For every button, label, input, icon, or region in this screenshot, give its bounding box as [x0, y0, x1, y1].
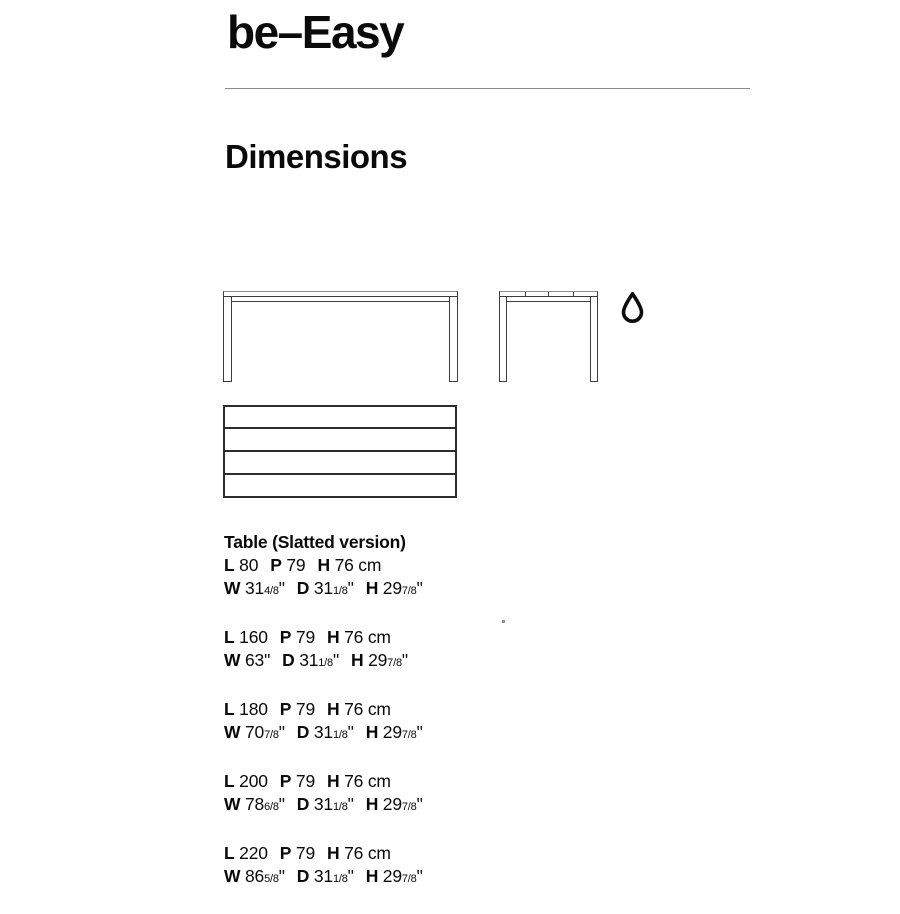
dimension-group: D 311/8"	[296, 866, 354, 886]
dimension-label: H	[326, 771, 340, 791]
dimension-group: D 311/8"	[296, 722, 354, 742]
spec-blocks	[224, 554, 423, 891]
fraction-value: 7/8	[401, 729, 417, 741]
imperial-dimensions-line	[224, 649, 423, 675]
dimension-group: W 865/8"	[224, 866, 285, 886]
slat-gap-tick	[548, 292, 549, 296]
fraction-value: 7/8	[401, 585, 417, 597]
metric-dimensions-line	[224, 554, 423, 577]
water-drop-icon	[620, 292, 645, 323]
dimension-label: W	[224, 650, 241, 670]
fraction-value: 1/8	[332, 729, 348, 741]
fraction-value: 7/8	[264, 729, 279, 741]
dimension-group: H 297/8"	[350, 650, 408, 670]
dimension-group: P 79	[279, 771, 315, 791]
front-view-tabletop	[223, 291, 458, 297]
fraction-value: 6/8	[264, 801, 279, 813]
fraction-value: 7/8	[401, 801, 417, 813]
metric-dimensions-line	[224, 770, 423, 793]
dimension-label: H	[365, 866, 379, 886]
divider-line	[225, 88, 750, 89]
spec-variant-block	[224, 842, 423, 891]
fraction-value: 1/8	[318, 657, 333, 669]
dimension-group: H 76 cm	[326, 627, 391, 647]
fraction-value: 7/8	[401, 873, 417, 885]
dimension-specs	[224, 531, 423, 914]
fraction-value: 1/8	[332, 801, 348, 813]
imperial-dimensions-line	[224, 721, 423, 747]
dimension-label: P	[279, 843, 292, 863]
imperial-dimensions-line	[224, 577, 423, 603]
dimension-group: L 80	[224, 555, 259, 575]
dimension-label: H	[365, 578, 379, 598]
dimension-label: H	[326, 843, 340, 863]
dimension-label: W	[224, 578, 241, 598]
metric-dimensions-line	[224, 842, 423, 865]
table-front-view-drawing	[223, 291, 458, 382]
side-view-left-leg	[499, 296, 507, 382]
dimension-label: D	[282, 650, 295, 670]
dimension-group: W 786/8"	[224, 794, 285, 814]
dimension-label: P	[279, 699, 292, 719]
dimension-label: L	[224, 699, 235, 719]
dimension-label: P	[270, 555, 282, 575]
dimension-group: P 79	[279, 699, 315, 719]
spec-variant-block	[224, 626, 423, 675]
spec-variant-block	[224, 554, 423, 603]
slat-divider-line	[225, 427, 455, 429]
dimension-label: H	[326, 699, 340, 719]
metric-dimensions-line	[224, 698, 423, 721]
dimension-group: L 180	[224, 699, 268, 719]
dimension-label: H	[326, 627, 340, 647]
dimension-group: W 707/8"	[224, 722, 285, 742]
dimension-group: P 79	[270, 555, 306, 575]
dimension-label: L	[224, 555, 235, 575]
section-heading: Dimensions	[225, 138, 408, 175]
dimension-group: W 314/8"	[224, 578, 285, 598]
front-view-apron-line	[232, 301, 449, 302]
table-top-view-slatted-drawing	[223, 405, 457, 498]
fraction-value: 1/8	[332, 873, 348, 885]
slat-gap-tick	[573, 292, 574, 296]
dimension-group: L 160	[224, 627, 268, 647]
fraction-value: 1/8	[332, 585, 348, 597]
front-view-left-leg	[223, 296, 232, 382]
dimension-label: H	[365, 722, 379, 742]
slat-divider-line	[225, 450, 455, 452]
dimension-label: D	[296, 794, 310, 814]
dimension-group: H 76 cm	[326, 771, 391, 791]
dimension-label: P	[279, 627, 292, 647]
dimension-group: H 76 cm	[317, 555, 382, 575]
dimension-group: D 311/8"	[282, 650, 339, 670]
dimension-label: H	[317, 555, 330, 575]
dimension-group: D 311/8"	[296, 794, 354, 814]
dimension-label: D	[296, 722, 310, 742]
dimension-label: H	[365, 794, 379, 814]
page-title: be–Easy	[227, 6, 404, 58]
dimension-label: L	[224, 771, 235, 791]
table-side-view-drawing	[499, 291, 598, 382]
dimension-group: H 297/8"	[365, 866, 423, 886]
slat-divider-line	[225, 473, 455, 475]
dimension-group: L 200	[224, 771, 268, 791]
dimension-label: D	[296, 866, 310, 886]
slat-gap-tick	[525, 292, 526, 296]
dimension-label: H	[350, 650, 364, 670]
side-view-right-leg	[590, 296, 598, 382]
dimension-group: H 297/8"	[365, 578, 423, 598]
dimension-label: W	[224, 866, 241, 886]
dimension-group: H 297/8"	[365, 722, 423, 742]
dimension-group: P 79	[279, 627, 315, 647]
imperial-dimensions-line	[224, 793, 423, 819]
dimension-label: L	[224, 627, 235, 647]
dimension-label: W	[224, 794, 241, 814]
print-artifact-dot	[502, 620, 505, 623]
product-variant-name: Table (Slatted version)	[224, 532, 406, 552]
dimension-group: L 220	[224, 843, 268, 863]
metric-dimensions-line	[224, 626, 423, 649]
fraction-value: 4/8	[264, 585, 279, 597]
front-view-right-leg	[449, 296, 458, 382]
dimension-group: W 63"	[224, 650, 271, 670]
imperial-dimensions-line	[224, 865, 423, 891]
side-view-apron-line	[506, 301, 591, 302]
dimension-group: H 76 cm	[326, 699, 391, 719]
fraction-value: 7/8	[387, 657, 402, 669]
dimension-group: H 76 cm	[326, 843, 391, 863]
spec-variant-block	[224, 698, 423, 747]
spec-variant-block	[224, 770, 423, 819]
dimension-label: D	[296, 578, 310, 598]
dimension-label: W	[224, 722, 241, 742]
dimension-group: D 311/8"	[296, 578, 354, 598]
dimension-group: H 297/8"	[365, 794, 423, 814]
dimension-label: L	[224, 843, 235, 863]
dimension-label: P	[279, 771, 292, 791]
dimension-group: P 79	[279, 843, 315, 863]
fraction-value: 5/8	[264, 873, 279, 885]
